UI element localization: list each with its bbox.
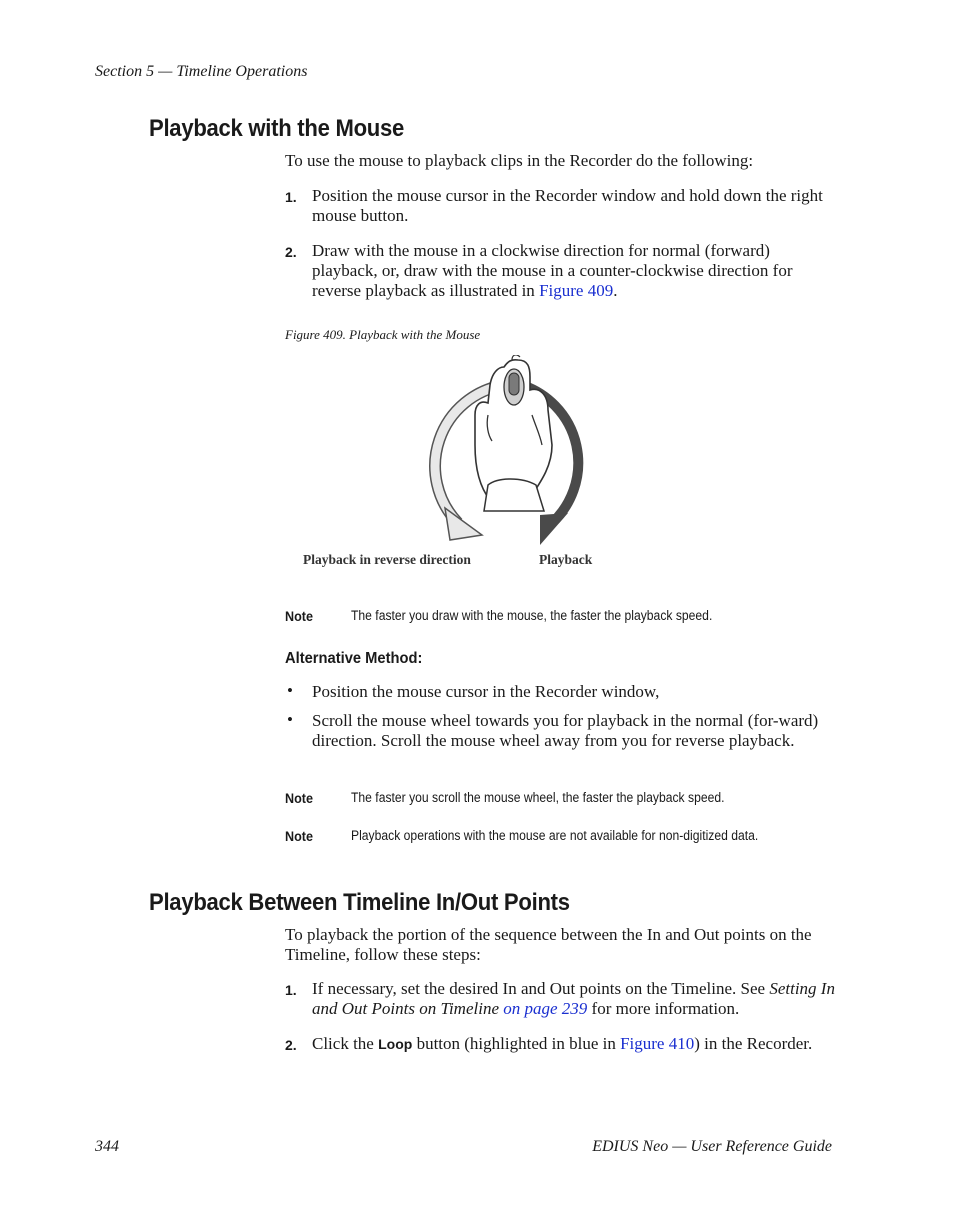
step-text-part: ) in the Recorder. <box>694 1034 813 1053</box>
guide-title: EDIUS Neo — User Reference Guide <box>592 1138 832 1155</box>
step-text-part: Click the <box>312 1034 379 1053</box>
section-title-playback-mouse: Playback with the Mouse <box>149 115 405 142</box>
alternative-method-heading: Alternative Method: <box>285 650 423 667</box>
note-text: The faster you scroll the mouse wheel, the faster the playback speed. <box>351 790 725 805</box>
cross-reference-title: Setting In and Out Points on Timeline <box>312 979 835 1018</box>
bullet-icon: • <box>287 710 293 729</box>
note-label: Note <box>285 790 314 806</box>
mouse-circle-illustration <box>290 355 620 555</box>
step-number: 1. <box>285 189 297 205</box>
label-forward-playback: Playback <box>539 552 593 567</box>
note-text: Playback operations with the mouse are not available for non-digitized data. <box>351 828 759 843</box>
step-text-part: for more information. <box>587 999 740 1018</box>
step-text-part: If necessary, set the desired In and Out points on the Timeline. See <box>312 979 770 998</box>
page-239-link[interactable]: on page 239 <box>503 999 588 1018</box>
bullet-icon: • <box>287 681 293 700</box>
bullet-text: Position the mouse cursor in the Recorder window, <box>312 682 660 701</box>
section2-intro: To playback the portion of the sequence between the In and Out points on the Timeline, follow these steps: <box>285 925 812 964</box>
step-text: Position the mouse cursor in the Recorder window and hold down the right mouse button. <box>312 186 823 225</box>
step-text <box>312 241 837 301</box>
step-number: 2. <box>285 244 297 260</box>
figure-caption: Figure 409. Playback with the Mouse <box>285 327 481 342</box>
running-head: Section 5 — Timeline Operations <box>95 63 308 80</box>
note-label: Note <box>285 828 314 844</box>
figure-playback-mouse <box>290 355 620 580</box>
section-title-playback-between-points: Playback Between Timeline In/Out Points <box>149 889 570 916</box>
bullet-text: Scroll the mouse wheel towards you for playback in the normal (for-ward) direction. Scroll the mouse wheel away from you for reverse playback. <box>312 711 819 750</box>
section1-intro: To use the mouse to playback clips in the Recorder do the following: <box>285 151 754 170</box>
label-reverse-playback: Playback in reverse direction <box>303 552 471 567</box>
step-text-part: Draw with the mouse in a clockwise direction for normal (forward) playback, or, draw with the mouse in a counter-clockwise direction for reverse playback as illustrated in <box>312 241 793 300</box>
step-text-part: . <box>613 281 618 300</box>
step-number: 2. <box>285 1037 297 1053</box>
step-text <box>312 1034 842 1054</box>
step-number: 1. <box>285 982 297 998</box>
step-text-part: button (highlighted in blue in <box>412 1034 621 1053</box>
page-number: 344 <box>95 1138 119 1155</box>
note-text: The faster you draw with the mouse, the faster the playback speed. <box>351 608 713 623</box>
loop-button-name: Loop <box>378 1036 413 1052</box>
figure-409-link[interactable]: Figure 409 <box>539 281 614 300</box>
note-label: Note <box>285 608 314 624</box>
step-text <box>312 979 837 1019</box>
figure-410-link[interactable]: Figure 410 <box>620 1034 695 1053</box>
